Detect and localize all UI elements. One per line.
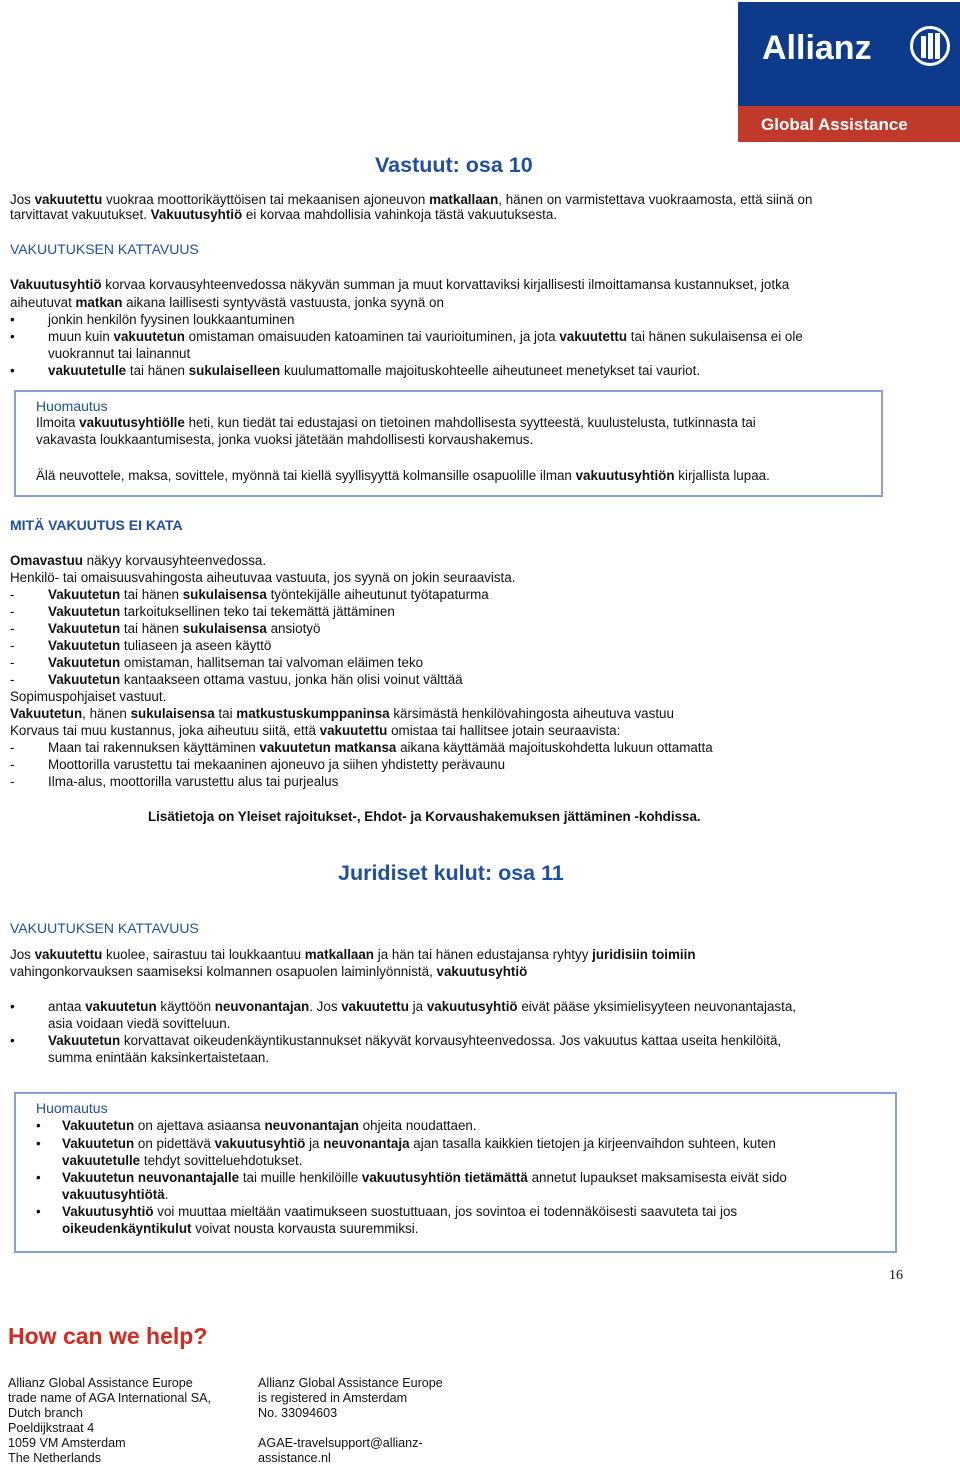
text-run: aikana laillisesti syntyvästä vastuusta, jonka syynä on	[122, 295, 444, 310]
text-run: ja hän tai hänen edustajansa ryhtyy	[374, 947, 593, 962]
footer-line: 1059 VM Amsterdam	[8, 1436, 126, 1450]
dash-icon: -	[10, 740, 15, 755]
text-run: ei korvaa mahdollisia vahinkoja tästä vakuutuksesta.	[242, 207, 558, 222]
s10-coverage-heading: VAKUUTUKSEN KATTAVUUS	[10, 241, 199, 257]
text-run: vahingonkorvauksen saamiseksi kolmannen osapuolen laiminlyönnistä,	[10, 964, 437, 979]
text-run: Sopimuspohjaiset vastuut.	[10, 689, 167, 704]
bold-term: vakuutettu	[34, 947, 103, 962]
text-run: eivät pääse yksimielisyyteen neuvonantajasta,	[517, 999, 796, 1014]
text-run: omistaman omaisuuden katoaminen tai vaurioituminen, ja jota	[184, 329, 560, 344]
list-item	[48, 328, 803, 345]
bold-term: sukulaisensa	[182, 621, 267, 636]
allianz-emblem-icon	[910, 26, 950, 66]
bold-term: Vakuutetun	[48, 587, 121, 602]
text-run: korvaa korvausyhteenvedossa näkyvän summan ja muut korvattaviksi kirjallisesti ilmoittamansa kustannukset, jotka	[101, 277, 790, 292]
bold-term: vakuutusyhtiö	[214, 1136, 306, 1151]
text-line	[10, 688, 166, 705]
dash-icon: -	[10, 604, 15, 619]
text-run: kuolee, sairastuu tai loukkaantuu	[102, 947, 305, 962]
list-item	[48, 311, 294, 328]
footer-line: AGAE-travelsupport@allianz-	[258, 1436, 423, 1450]
list-item-cont	[48, 1049, 269, 1066]
bold-term: neuvonantaja	[323, 1136, 410, 1151]
s10-exclusions-heading: MITÄ VAKUUTUS EI KATA	[10, 517, 183, 533]
bullet-icon: •	[10, 1033, 15, 1048]
bold-term: vakuutettu	[559, 329, 628, 344]
footer-line: Allianz Global Assistance Europe	[8, 1376, 193, 1390]
footer-line: trade name of AGA International SA,	[8, 1391, 212, 1405]
bold-term: matkustuskumppaninsa	[236, 706, 390, 721]
footer-line: is registered in Amsterdam	[258, 1391, 408, 1405]
text-run: näkyy korvausyhteenvedossa.	[82, 553, 267, 568]
text-run: aikana käyttämää majoituskohdetta lukuun ottamatta	[396, 740, 713, 755]
bullet-icon: •	[10, 363, 15, 378]
footer-line: No. 33094603	[258, 1406, 338, 1420]
text-line	[10, 569, 515, 586]
text-run: asia voidaan viedä sovitteluun.	[48, 1016, 231, 1031]
bullet-icon: •	[36, 1170, 41, 1185]
dash-icon: -	[10, 774, 15, 789]
list-item	[48, 654, 423, 671]
allianz-logo	[738, 2, 960, 142]
bold-term: Vakuutusyhtiö	[10, 277, 102, 292]
text-run: Ilmoita	[36, 415, 80, 430]
s10-coverage-para-line1	[10, 276, 789, 293]
text-run: korvattavat oikeudenkäyntikustannukset näkyvät korvausyhteenvedossa. Jos vakuutus kattaa useita henkilöitä,	[120, 1033, 782, 1048]
text-run: Älä neuvottele, maksa, sovittele, myönnä tai kiellä syyllisyyttä kolmansille osapuolille ilman	[36, 468, 576, 483]
text-run: annetut lupaukset maksamisesta eivät sido	[527, 1170, 787, 1185]
text-run: tai hänen	[120, 621, 183, 636]
text-run: työntekijälle aiheutunut työtapaturma	[266, 587, 489, 602]
text-run: tehdyt sovitteluehdotukset.	[140, 1153, 303, 1168]
footer-line	[258, 1421, 443, 1436]
text-run: ohjeita noudattaen.	[358, 1118, 477, 1133]
text-line	[10, 552, 266, 569]
bold-term: vakuutusyhtiölle	[79, 415, 185, 430]
bold-term: vakuutusyhtiötä	[62, 1187, 165, 1202]
bold-term: Vakuutetun	[48, 672, 121, 687]
list-item-cont	[62, 1220, 418, 1237]
list-item	[62, 1169, 787, 1186]
text-run: ajan tasalla kaikkien tietojen ja kirjeenvaihdon suhteen, kuten	[409, 1136, 776, 1151]
text-run: tuliaseen ja aseen käyttö	[120, 638, 272, 653]
bold-term: Vakuutetun	[48, 1033, 121, 1048]
text-run: käyttöön	[156, 999, 215, 1014]
text-run: omistaa tai hallitsee jotain seuraavista:	[387, 723, 621, 738]
text-run: kuulumattomalle majoituskohteelle aiheutuneet menetykset tai vauriot.	[280, 363, 701, 378]
s11-coverage-heading: VAKUUTUKSEN KATTAVUUS	[10, 920, 199, 936]
bullet-icon: •	[36, 1118, 41, 1133]
s11-intro-line1	[10, 946, 696, 963]
bold-term: vakuutusyhtiö	[426, 999, 518, 1014]
bold-term: neuvonantajan	[214, 999, 310, 1014]
bold-term: vakuutusyhtiö	[436, 964, 528, 979]
text-run: , hänen on varmistettava vuokraamosta, että siinä on	[498, 192, 813, 207]
bold-term: Vakuutusyhtiö	[62, 1204, 154, 1219]
s10-note-line2	[36, 431, 533, 448]
bold-term: Vakuutetun	[10, 706, 83, 721]
bold-term: vakuutetulle	[62, 1153, 141, 1168]
list-item	[48, 998, 796, 1015]
list-item	[48, 1032, 781, 1049]
list-item	[48, 637, 271, 654]
bold-term: Omavastuu	[10, 553, 83, 568]
text-run: omistaman, hallitseman tai valvoman eläimen teko	[120, 655, 424, 670]
bold-term: oikeudenkäyntikulut	[62, 1221, 192, 1236]
text-run: on ajettava asiaansa	[134, 1118, 265, 1133]
bold-term: vakuutetun matkansa	[259, 740, 397, 755]
dash-icon: -	[10, 638, 15, 653]
s10-more-info: Lisätietoja on Yleiset rajoitukset-, Ehdot- ja Korvaushakemuksen jättäminen -kohdissa.	[148, 809, 701, 824]
bullet-icon: •	[36, 1204, 41, 1219]
footer-line: The Netherlands	[8, 1451, 102, 1465]
text-run: kärsimästä henkilövahingosta aiheutuva vastuu	[389, 706, 674, 721]
list-item-cont	[48, 1015, 230, 1032]
text-run: kirjallista lupaa.	[674, 468, 770, 483]
footer-address-left	[8, 1376, 211, 1466]
footer-tagline: How can we help?	[8, 1323, 208, 1349]
bold-term: Vakuutetun	[48, 655, 121, 670]
text-run: voivat nousta korvausta suuremmiksi.	[191, 1221, 419, 1236]
bold-term: vakuutetun	[85, 999, 157, 1014]
list-item-cont	[48, 345, 190, 362]
text-run: Maan tai rakennuksen käyttäminen	[48, 740, 260, 755]
list-item	[62, 1203, 737, 1220]
text-run: voi muuttaa mieltään vaatimukseen suostuttuaan, jos sovintoa ei todennäköisesti saavuteta tai jos	[153, 1204, 738, 1219]
s10-note-line1	[36, 414, 756, 431]
list-item	[48, 671, 463, 688]
s10-note-label: Huomautus	[36, 398, 108, 414]
footer-line: Allianz Global Assistance Europe	[258, 1376, 443, 1390]
text-line	[10, 722, 620, 739]
list-item-cont	[62, 1152, 302, 1169]
footer-line: assistance.nl	[258, 1451, 331, 1465]
text-run: muun kuin	[48, 329, 114, 344]
section-11-title: Juridiset kulut: osa 11	[338, 861, 564, 885]
bold-term: sukulaisensa	[182, 587, 267, 602]
list-item	[48, 739, 713, 756]
dash-icon: -	[10, 757, 15, 772]
bold-term: vakuutusyhtiön	[575, 468, 675, 483]
logo-name: Allianz	[762, 29, 872, 67]
bold-term: vakuutusyhtiön tietämättä	[361, 1170, 528, 1185]
text-run: .	[164, 1187, 169, 1202]
bullet-icon: •	[10, 312, 15, 327]
text-run: tai hänen	[126, 363, 189, 378]
text-line	[10, 705, 674, 722]
bold-term: vakuutetulle	[48, 363, 127, 378]
s11-intro-line2	[10, 963, 527, 980]
bold-term: Vakuutetun	[48, 638, 121, 653]
text-run: tarkoituksellinen teko tai tekemättä jättäminen	[120, 604, 395, 619]
bold-term: sukulaisensa	[130, 706, 215, 721]
list-item	[48, 586, 489, 603]
footer-line: Dutch branch	[8, 1406, 83, 1420]
text-run: aiheutuvat	[10, 295, 76, 310]
text-run: antaa	[48, 999, 86, 1014]
dash-icon: -	[10, 655, 15, 670]
list-item	[48, 603, 395, 620]
bold-term: vakuutetun	[113, 329, 185, 344]
text-run: , hänen	[82, 706, 131, 721]
text-run: ansiotyö	[266, 621, 321, 636]
list-item-cont	[62, 1186, 168, 1203]
text-run: ja	[305, 1136, 324, 1151]
text-run: heti, kun tiedät tai edustajasi on tietoinen mahdollisesta syytteestä, kuulustelusta, tutkinnasta tai	[184, 415, 756, 430]
page-number: 16	[889, 1268, 903, 1283]
list-item	[48, 362, 700, 379]
text-run: kantaakseen ottama vastuu, jonka hän olisi voinut välttää	[120, 672, 463, 687]
bold-term: neuvonantajan	[264, 1118, 359, 1133]
text-run: summa enintään kaksinkertaistetaan.	[48, 1050, 270, 1065]
list-item	[62, 1135, 776, 1152]
bold-term: Vakuutetun	[62, 1118, 135, 1133]
bold-term: matkallaan	[429, 192, 499, 207]
list-item	[48, 773, 338, 790]
text-run: vuokrannut tai lainannut	[48, 346, 191, 361]
dash-icon: -	[10, 621, 15, 636]
dash-icon: -	[10, 587, 15, 602]
dash-icon: -	[10, 672, 15, 687]
logo-subtitle: Global Assistance	[761, 115, 908, 134]
text-run: tai hänen	[120, 587, 183, 602]
list-item	[48, 756, 505, 773]
bold-term: sukulaiselleen	[188, 363, 281, 378]
footer-line: Poeldijkstraat 4	[8, 1421, 95, 1435]
bold-term: vakuutettu	[34, 192, 103, 207]
bold-term: vakuutettu	[319, 723, 388, 738]
text-run: tai	[214, 706, 237, 721]
logo-subtitle-band	[738, 106, 960, 142]
text-run: Henkilö- tai omaisuusvahingosta aiheutuvaa vastuuta, jos syynä on jokin seuraavista.	[10, 570, 516, 585]
bold-term: matkan	[75, 295, 123, 310]
bullet-icon: •	[10, 329, 15, 344]
list-item	[62, 1117, 477, 1134]
s11-note-label: Huomautus	[36, 1100, 108, 1116]
text-run: ja	[408, 999, 427, 1014]
bullet-icon: •	[36, 1136, 41, 1151]
text-run: on pidettävä	[134, 1136, 215, 1151]
bold-term: vakuutettu	[341, 999, 409, 1014]
text-run: tai hänen sukulaisensa ei ole	[627, 329, 803, 344]
bold-term: juridisiin toimiin	[592, 947, 696, 962]
text-run: tarvittavat vakuutukset.	[10, 207, 151, 222]
s10-note-line3	[36, 467, 770, 484]
text-run: vuokraa moottorikäyttöisen tai mekaanisen ajoneuvon	[102, 192, 430, 207]
bold-term: Vakuutusyhtiö	[150, 207, 243, 222]
s10-coverage-para-line2	[10, 294, 444, 311]
text-run: tai muille henkilöille	[239, 1170, 362, 1185]
bullet-icon: •	[10, 999, 15, 1014]
text-run: . Jos	[309, 999, 342, 1014]
text-run: Moottorilla varustettu tai mekaaninen ajoneuvo ja siihen yhdistetty perävaunu	[48, 757, 506, 772]
text-run: jonkin henkilön fyysinen loukkaantuminen	[48, 312, 295, 327]
section-10-title: Vastuut: osa 10	[375, 153, 533, 177]
text-run: Korvaus tai muu kustannus, joka aiheutuu siitä, että	[10, 723, 320, 738]
list-item	[48, 620, 320, 637]
text-run: vakavasta loukkaantumisesta, jonka vuoksi jätetään mahdollisesti korvaushakemus.	[36, 432, 534, 447]
bold-term: Vakuutetun neuvonantajalle	[62, 1170, 240, 1185]
bold-term: matkallaan	[304, 947, 374, 962]
text-run: Jos	[10, 192, 35, 207]
text-run: Jos	[10, 947, 35, 962]
s10-intro-line2	[10, 206, 557, 223]
footer-address-right	[258, 1376, 443, 1466]
text-run: Ilma-alus, moottorilla varustettu alus tai purjealus	[48, 774, 339, 789]
bold-term: Vakuutetun	[48, 621, 121, 636]
bold-term: Vakuutetun	[48, 604, 121, 619]
bold-term: Vakuutetun	[62, 1136, 135, 1151]
